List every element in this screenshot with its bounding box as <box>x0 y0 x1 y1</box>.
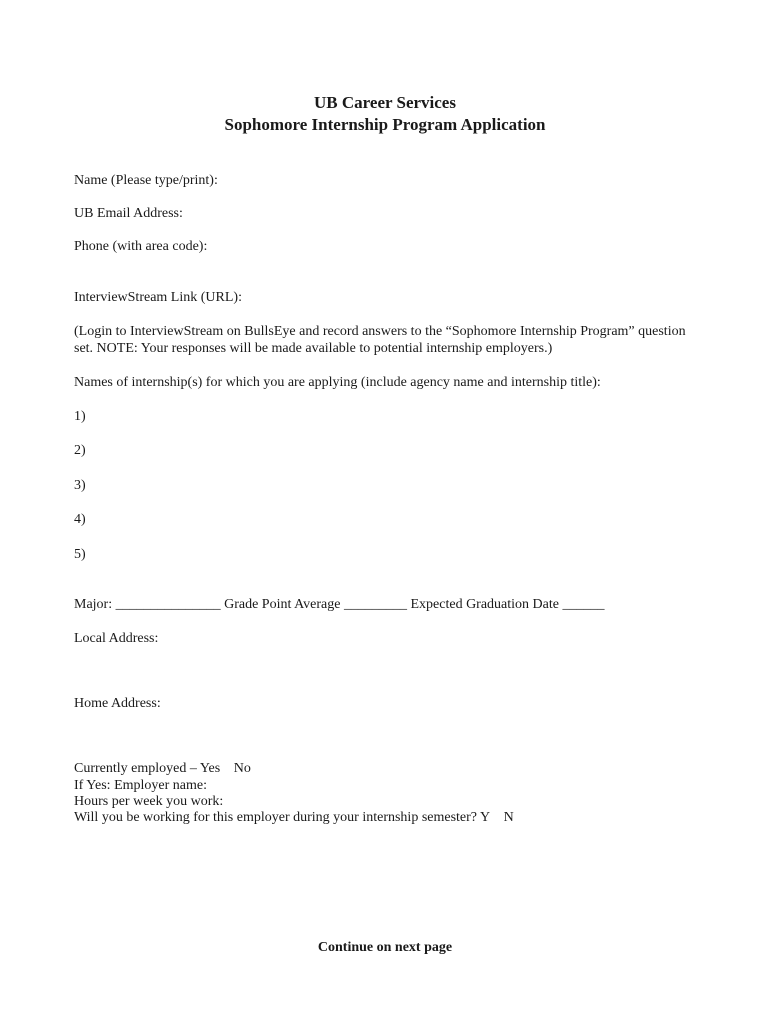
page-subtitle: Sophomore Internship Program Application <box>224 115 546 134</box>
major-field-label: Major: _______________ <box>74 597 221 612</box>
phone-field-label: Phone (with area code): <box>74 239 208 254</box>
instructions-line-1: (Login to InterviewStream on BullsEye and record answers to the “Sophomore Internship Program” question <box>74 324 686 339</box>
internships-prompt: Names of internship(s) for which you are applying (include agency name and internship title): <box>74 375 601 390</box>
hours-per-week-label: Hours per week you work: <box>74 794 224 809</box>
email-field-label: UB Email Address: <box>74 206 183 221</box>
name-field-label: Name (Please type/print): <box>74 173 218 188</box>
interviewstream-link-label: InterviewStream Link (URL): <box>74 290 242 305</box>
employer-name-label: If Yes: Employer name: <box>74 778 207 793</box>
internship-item-1: 1) <box>74 409 86 424</box>
instructions-line-2: set. NOTE: Your responses will be made available to potential internship employers.) <box>74 341 553 356</box>
academics-row <box>74 596 604 613</box>
working-question-label: Will you be working for this employer during your internship semester? <box>74 810 478 825</box>
gpa-field-label: Grade Point Average _________ <box>224 597 407 612</box>
internship-item-2: 2) <box>74 443 86 458</box>
employment-row <box>74 760 251 777</box>
graduation-field-label: Expected Graduation Date ______ <box>410 597 605 612</box>
continue-note: Continue on next page <box>317 940 453 955</box>
local-address-label: Local Address: <box>74 631 159 646</box>
page-title: UB Career Services <box>314 93 456 112</box>
home-address-label: Home Address: <box>74 696 161 711</box>
internship-item-4: 4) <box>74 512 86 527</box>
internship-item-5: 5) <box>74 547 86 562</box>
internship-item-3: 3) <box>74 478 86 493</box>
employed-no-option: No <box>233 761 251 776</box>
working-no-option: N <box>503 810 514 825</box>
working-yes-option: Y <box>480 810 491 825</box>
working-during-internship-row <box>74 809 514 826</box>
currently-employed-label: Currently employed – Yes <box>74 761 221 776</box>
